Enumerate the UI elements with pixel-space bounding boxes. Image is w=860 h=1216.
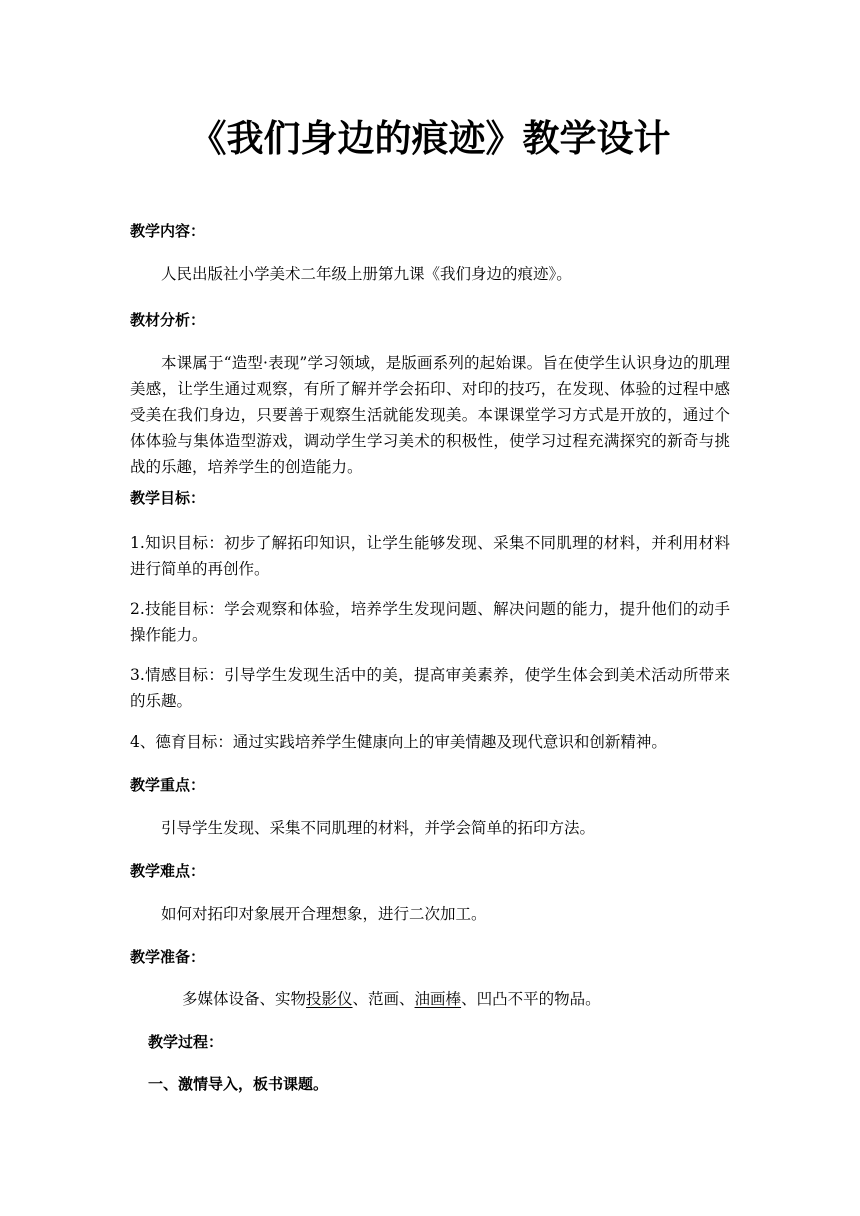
heading-preparation: 教学准备： — [130, 948, 206, 966]
oil-pastel-link[interactable]: 油画棒 — [414, 990, 462, 1008]
teaching-content-text: 人民出版社小学美术二年级上册第九课《我们身边的痕迹》。 — [161, 265, 572, 283]
preparation-part-2: 、范画、 — [352, 990, 415, 1008]
heading-teaching-content: 教学内容： — [130, 222, 206, 240]
projector-link[interactable]: 投影仪 — [306, 990, 353, 1008]
goal-skill: 2.技能目标：学会观察和体验，培养学生发现问题、解决问题的能力，提升他们的动手操作能力。 — [130, 600, 730, 644]
process-step-1: 一、激情导入，板书课题。 — [148, 1075, 329, 1093]
key-points-text: 引导学生发现、采集不同肌理的材料，并学会简单的拓印方法。 — [161, 819, 596, 837]
material-analysis-text: 本课属于“造型·表现”学习领域，是版画系列的起始课。旨在使学生认识身边的肌理美感，让学生通过观察，有所了解并学会拓印、对印的技巧，在发现、体验的过程中感受美在我们身边，只要善于观察生活就能发现美。本课课堂学习方式是开放的，通过个体体验与集体造型游戏，调动学生学习美术的积极性，使学习过程充满探究的新奇与挑战的乐趣，培养学生的创造能力。 — [130, 354, 730, 476]
goal-emotion: 3.情感目标：引导学生发现生活中的美，提高审美素养，使学生体会到美术活动所带来的乐趣。 — [130, 666, 730, 710]
goal-knowledge: 1.知识目标：初步了解拓印知识，让学生能够发现、采集不同肌理的材料，并利用材料进行简单的再创作。 — [130, 534, 730, 578]
heading-material-analysis: 教材分析： — [130, 311, 206, 329]
document-title: 《我们身边的痕迹》教学设计 — [189, 117, 671, 160]
goal-moral: 4、德育目标：通过实践培养学生健康向上的审美情趣及现代意识和创新精神。 — [130, 733, 667, 751]
heading-process: 教学过程： — [148, 1033, 224, 1051]
heading-teaching-goals: 教学目标： — [130, 489, 206, 507]
preparation-text — [182, 986, 601, 1012]
difficulties-text: 如何对拓印对象展开合理想象，进行二次加工。 — [161, 905, 487, 923]
heading-difficulties: 教学难点： — [130, 862, 206, 880]
preparation-part-3: 、凹凸不平的物品。 — [461, 990, 601, 1008]
heading-key-points: 教学重点： — [130, 776, 206, 794]
preparation-part-1: 多媒体设备、实物 — [182, 990, 307, 1008]
